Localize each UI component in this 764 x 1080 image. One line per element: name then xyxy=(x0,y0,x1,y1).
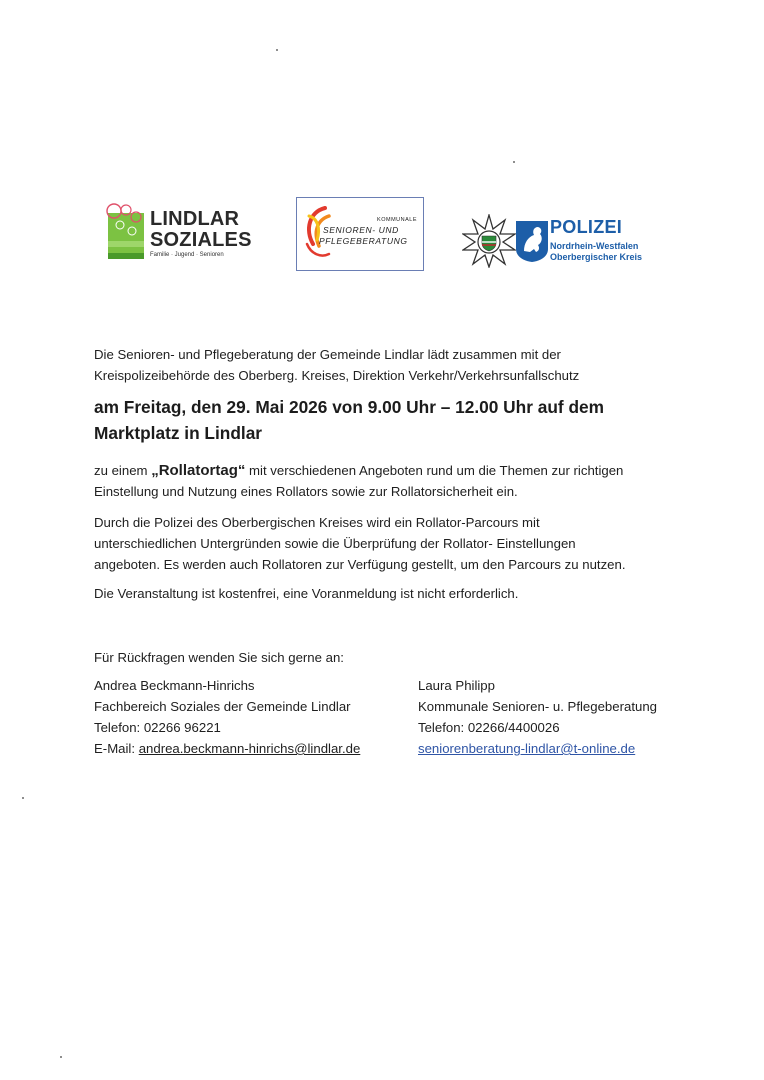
lindlar-logo-line1: LINDLAR xyxy=(150,208,240,230)
email-link[interactable]: andrea.beckmann-hinrichs@lindlar.de xyxy=(138,741,361,756)
contact-name: Laura Philipp xyxy=(418,678,495,693)
kommunale-logo-line3: PFLEGEBERATUNG xyxy=(319,236,408,246)
contact-phone: Telefon: 02266 96221 xyxy=(94,720,221,735)
event-heading xyxy=(94,394,604,446)
contact-block-left xyxy=(94,675,360,759)
kommunale-logo-line1: KOMMUNALE xyxy=(377,217,417,223)
polizei-logo-line3: Oberbergischer Kreis xyxy=(550,252,643,262)
kommunale-beratung-logo xyxy=(296,197,424,271)
police-line: unterschiedlichen Untergründen sowie die Überprüfung der Rollator- Einstellungen xyxy=(94,536,576,551)
polizei-nrw-logo xyxy=(462,214,662,272)
rollatortag-line: Einstellung und Nutzung eines Rollators sowie zur Rollatorsicherheit ein. xyxy=(94,484,518,499)
police-line: Durch die Polizei des Oberbergischen Kreises wird ein Rollator-Parcours mit xyxy=(94,515,540,530)
contact-block-right xyxy=(418,675,657,759)
police-paragraph xyxy=(94,512,626,575)
rollatortag-paragraph xyxy=(94,460,623,502)
event-line: Marktplatz in Lindlar xyxy=(94,423,263,443)
contact-phone: Telefon: 02266/4400026 xyxy=(418,720,560,735)
rollatortag-prefix: zu einem xyxy=(94,463,152,478)
rollatortag-line xyxy=(94,460,623,481)
rollatortag-suffix: mit verschiedenen Angeboten rund um die Themen zur richtigen xyxy=(245,463,624,478)
event-line: am Freitag, den 29. Mai 2026 von 9.00 Uhr – 12.00 Uhr auf dem xyxy=(94,397,604,417)
police-line: angeboten. Es werden auch Rollatoren zur Verfügung gestellt, um den Parcours zu nutzen. xyxy=(94,557,626,572)
intro-line: Kreispolizeibehörde des Oberberg. Kreises, Direktion Verkehr/Verkehrsunfallschutz xyxy=(94,368,580,383)
polizei-logo-line2: Nordrhein-Westfalen xyxy=(550,241,639,251)
email-link[interactable]: seniorenberatung-lindlar@t-online.de xyxy=(418,741,636,756)
email-label: E-Mail: xyxy=(94,741,139,756)
lindlar-soziales-logo xyxy=(104,199,264,265)
intro-paragraph xyxy=(94,344,579,386)
nrw-lion-icon xyxy=(512,219,552,263)
polizei-logo-line1: POLIZEI xyxy=(550,217,623,237)
kommunale-logo-line2: SENIOREN- UND xyxy=(323,225,399,235)
rollatortag-highlight: „Rollatortag“ xyxy=(151,462,246,479)
contact-email-row xyxy=(94,738,360,759)
contact-intro: Für Rückfragen wenden Sie sich gerne an: xyxy=(94,650,344,665)
lindlar-logo-line2: SOZIALES xyxy=(150,229,252,251)
contact-department: Fachbereich Soziales der Gemeinde Lindlar xyxy=(94,699,351,714)
contact-name: Andrea Beckmann-Hinrichs xyxy=(94,678,255,693)
contact-department: Kommunale Senioren- u. Pflegeberatung xyxy=(418,699,657,714)
intro-line: Die Senioren- und Pflegeberatung der Gemeinde Lindlar lädt zusammen mit der xyxy=(94,347,561,362)
free-note: Die Veranstaltung ist kostenfrei, eine Voranmeldung ist nicht erforderlich. xyxy=(94,586,519,601)
police-star-icon xyxy=(462,214,516,268)
lindlar-emblem-icon xyxy=(106,201,146,261)
lindlar-logo-tagline: Familie · Jugend · Senioren xyxy=(150,252,224,258)
